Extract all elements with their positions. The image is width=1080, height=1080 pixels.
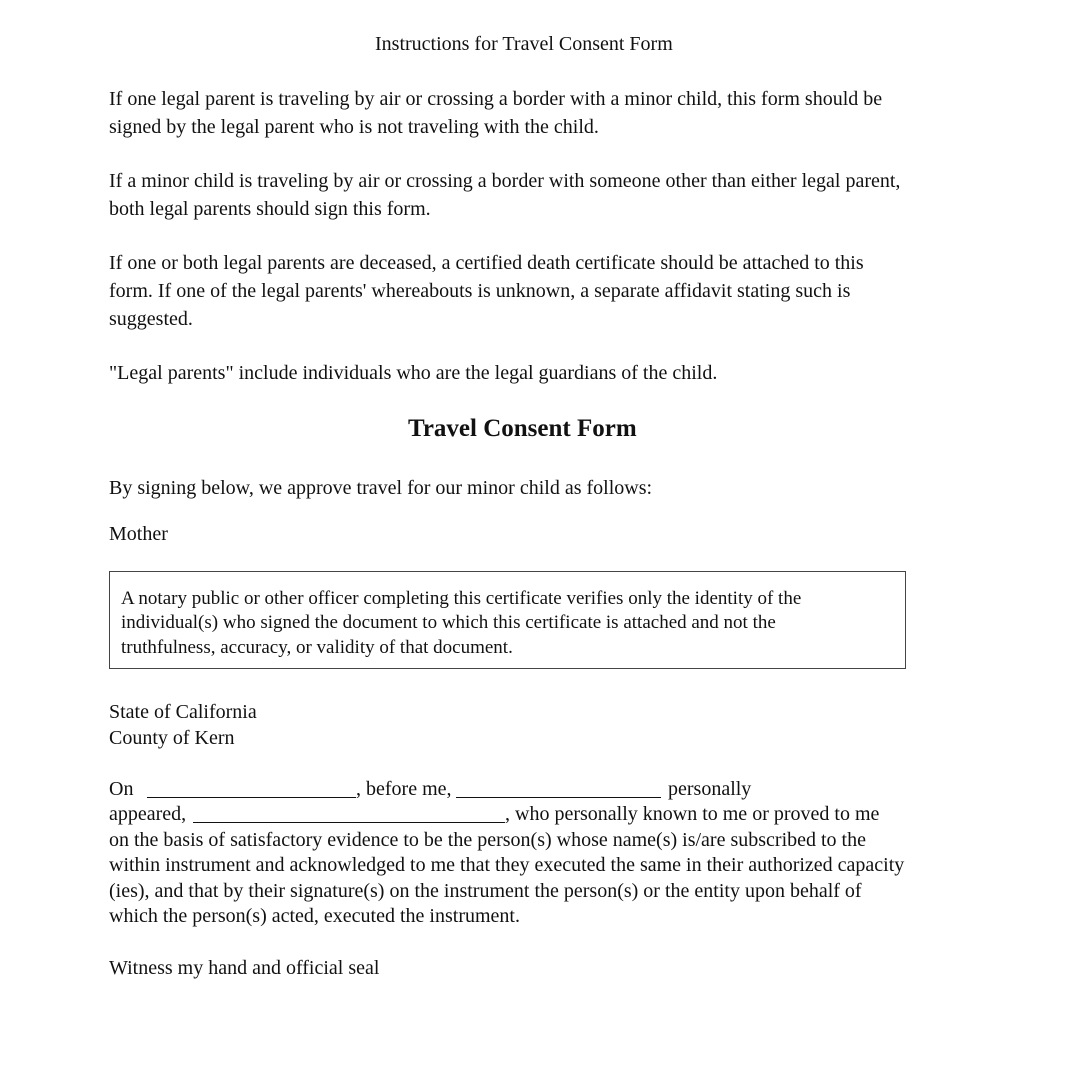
mother-label: Mother <box>109 523 168 545</box>
notary-disclaimer-line1: A notary public or other officer completing this certificate verifies only the identity of the <box>121 588 802 609</box>
instructions-p3-line2: form. If one of the legal parents' whereabouts is unknown, a separate affidavit stating such is <box>109 280 851 302</box>
signer-name-blank[interactable] <box>193 804 505 823</box>
ack-line3: on the basis of satisfactory evidence to be the person(s) whose name(s) is/are subscribed to the <box>109 829 866 851</box>
ack-line5: (ies), and that by their signature(s) on the instrument the person(s) or the entity upon behalf of <box>109 880 862 902</box>
instructions-p1-line2: signed by the legal parent who is not traveling with the child. <box>109 116 599 138</box>
form-intro: By signing below, we approve travel for our minor child as follows: <box>109 477 653 499</box>
notary-disclaimer-line3: truthfulness, accuracy, or validity of that document. <box>121 637 513 658</box>
ack-line4: within instrument and acknowledged to me that they executed the same in their authorized capacity <box>109 854 905 876</box>
instructions-heading: Instructions for Travel Consent Form <box>375 33 673 55</box>
venue-county: County of Kern <box>109 727 235 749</box>
ack-line6: which the person(s) acted, executed the instrument. <box>109 905 520 927</box>
instructions-p4: "Legal parents" include individuals who are the legal guardians of the child. <box>109 362 718 384</box>
date-blank[interactable] <box>147 779 356 798</box>
witness-statement: Witness my hand and official seal <box>109 957 380 979</box>
instructions-p2-line2: both legal parents should sign this form. <box>109 198 431 220</box>
venue-state: State of California <box>109 701 257 723</box>
ack-appeared: appeared, <box>109 803 187 825</box>
ack-before-me: , before me, <box>356 778 452 800</box>
ack-personally: personally <box>668 778 752 800</box>
instructions-p2-line1: If a minor child is traveling by air or crossing a border with someone other than either legal parent, <box>109 170 901 192</box>
instructions-p1-line1: If one legal parent is traveling by air or crossing a border with a minor child, this form should be <box>109 88 883 110</box>
ack-who: , who personally known to me or proved to me <box>505 803 880 825</box>
ack-on-label: On <box>109 778 134 800</box>
notary-name-blank[interactable] <box>456 779 661 798</box>
notary-disclaimer-line2: individual(s) who signed the document to which this certificate is attached and not the <box>121 612 776 633</box>
form-title: Travel Consent Form <box>408 415 637 442</box>
instructions-p3-line3: suggested. <box>109 308 193 330</box>
instructions-p3-line1: If one or both legal parents are deceased, a certified death certificate should be attached to this <box>109 252 864 274</box>
